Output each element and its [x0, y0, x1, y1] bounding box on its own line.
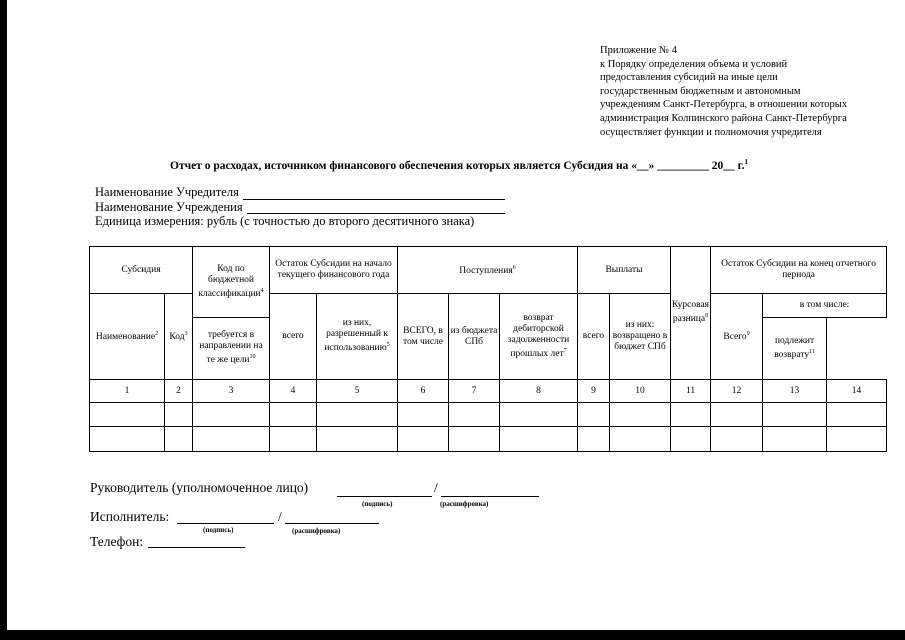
column-number: 10: [610, 380, 671, 403]
founder-label: Наименование Учредителя: [95, 185, 239, 199]
table-cell[interactable]: [270, 427, 317, 452]
table-row[interactable]: [90, 427, 887, 452]
unit-row: [95, 214, 505, 229]
header-end-balance: Остаток Субсидии на конец отчетного периода: [711, 247, 887, 294]
footnote-mark: 3: [184, 331, 188, 338]
founder-field[interactable]: [243, 188, 505, 200]
header-payments-total: всего: [578, 294, 610, 380]
table-cell[interactable]: [449, 427, 500, 452]
footnote-mark: 11: [809, 348, 815, 355]
table-cell[interactable]: [763, 427, 827, 452]
table-cell[interactable]: [270, 403, 317, 427]
column-number: 9: [578, 380, 610, 403]
footnote-mark: 5: [386, 342, 390, 349]
header-payments-returned: из них: возвращено в бюджет СПб: [610, 294, 671, 380]
footnote-mark: 8: [705, 313, 709, 320]
table-cell[interactable]: [90, 403, 165, 427]
header-receipts: [398, 247, 578, 294]
appendix-line: предоставления субсидий на иные цели: [600, 72, 778, 84]
phone-label: Телефон:: [90, 534, 144, 549]
appendix-line: к Порядку определения объема и условий: [600, 58, 788, 70]
header-start-total: всего: [270, 294, 317, 380]
table-row[interactable]: [90, 403, 887, 427]
column-number: 7: [449, 380, 500, 403]
head-signature-line[interactable]: [337, 496, 432, 497]
column-number: 12: [711, 380, 763, 403]
table-cell[interactable]: [671, 427, 711, 452]
footnote-mark: 4: [260, 287, 264, 294]
table-cell[interactable]: [610, 427, 671, 452]
header-name: [90, 294, 165, 380]
table-cell[interactable]: [500, 427, 578, 452]
appendix-line: администрация Колпинского района Санкт-Петербурга: [600, 112, 847, 124]
table-header-row: [90, 247, 887, 294]
table-cell[interactable]: [671, 403, 711, 427]
header-including: в том числе:: [763, 294, 887, 318]
header-code: [165, 294, 193, 380]
header-start-allowed-text: из них, разрешенный к использованию: [324, 318, 388, 354]
table-cell[interactable]: [763, 403, 827, 427]
header-payments: Выплаты: [578, 247, 671, 294]
header-start-allowed: [317, 294, 398, 380]
footnote-mark: 7: [563, 347, 567, 354]
table-cell[interactable]: [398, 427, 449, 452]
header-end-total-text: Всего: [723, 332, 747, 343]
column-number: 14: [827, 380, 887, 403]
header-end-required: [193, 318, 270, 380]
footnote-mark: 1: [744, 158, 748, 166]
table-cell[interactable]: [578, 427, 610, 452]
unit-text: Единица измерения: рубль (с точностью до второго десятичного знака): [95, 214, 475, 228]
report-title-text: Отчет о расходах, источником финансового обеспечения которых является Субсидия на «__» _________ 20__ г.: [170, 159, 745, 172]
institution-label: Наименование Учреждения: [95, 199, 243, 214]
column-number: 4: [270, 380, 317, 403]
phone-line[interactable]: [148, 547, 245, 548]
table-cell[interactable]: [317, 403, 398, 427]
founder-row: [95, 185, 505, 200]
table-cell[interactable]: [165, 403, 193, 427]
slash-separator: /: [278, 509, 282, 524]
header-subsidy: Субсидия: [90, 247, 193, 294]
column-number: 6: [398, 380, 449, 403]
decoding-caption: (расшифровка): [292, 527, 341, 535]
table-cell[interactable]: [398, 403, 449, 427]
column-number: 13: [763, 380, 827, 403]
header-end-total: [711, 294, 763, 380]
header-code-text: Код: [169, 332, 185, 343]
table-cell[interactable]: [711, 403, 763, 427]
report-table: [89, 246, 887, 452]
executor-signature-line[interactable]: [177, 523, 274, 524]
table-cell[interactable]: [827, 427, 887, 452]
header-end-required-text: требуется в направлении на те же цели: [199, 330, 263, 366]
header-receipts-budget: из бюджета СПб: [449, 294, 500, 380]
header-classification-code: [193, 247, 270, 318]
head-decoding-line[interactable]: [441, 496, 539, 497]
header-end-return-text: подлежит возврату: [774, 335, 815, 361]
head-label: Руководитель (уполномоченное лицо): [90, 480, 309, 495]
column-number: 11: [671, 380, 711, 403]
header-receipts-return: [500, 294, 578, 380]
column-number: 5: [317, 380, 398, 403]
appendix-line: учреждениям Санкт-Петербурга, в отношении которых: [600, 99, 848, 111]
footnote-mark: 10: [249, 354, 256, 361]
column-number: 3: [193, 380, 270, 403]
executor-label: Исполнитель:: [90, 509, 170, 524]
signature-caption: (подпись): [362, 500, 393, 508]
scan-bottom-border: [0, 630, 905, 640]
table-cell[interactable]: [827, 403, 887, 427]
appendix-line: государственным бюджетным и автономным: [600, 85, 801, 97]
table-cell[interactable]: [449, 403, 500, 427]
header-exchange-difference: [671, 247, 711, 380]
header-classification-code-text: Код по бюджетной классификации: [198, 263, 261, 300]
table-cell[interactable]: [500, 403, 578, 427]
decoding-caption: (расшифровка): [440, 500, 489, 508]
report-title: [170, 158, 748, 172]
institution-field[interactable]: [247, 202, 505, 214]
footnote-mark: 2: [155, 331, 159, 338]
institution-row: [95, 200, 505, 215]
table-cell[interactable]: [711, 427, 763, 452]
column-number: 1: [90, 380, 165, 403]
header-name-text: Наименование: [95, 332, 156, 343]
header-end-return: [763, 318, 827, 380]
table-cell[interactable]: [193, 427, 270, 452]
header-receipts-text: Поступления: [459, 266, 513, 277]
column-number: 8: [500, 380, 578, 403]
header-exchange-difference-text: Курсовая разница: [672, 300, 710, 325]
appendix-line: Приложение № 4: [600, 45, 677, 56]
footnote-mark: 9: [746, 331, 750, 338]
table-cell[interactable]: [165, 427, 193, 452]
table-cell[interactable]: [90, 427, 165, 452]
signature-caption: (подпись): [203, 526, 234, 534]
scan-left-border: [0, 0, 7, 640]
appendix-note: [600, 44, 890, 139]
header-receipts-return-text: возврат дебиторской задолженности прошлых лет: [507, 312, 570, 360]
column-number: 2: [165, 380, 193, 403]
table-cell[interactable]: [193, 403, 270, 427]
header-receipts-total: ВСЕГО, в том числе: [398, 294, 449, 380]
executor-decoding-line[interactable]: [285, 523, 379, 524]
appendix-line: осуществляет функции и полномочия учредителя: [600, 126, 822, 138]
header-start-balance: Остаток Субсидии на начало текущего финансового года: [270, 247, 398, 294]
table-cell[interactable]: [578, 403, 610, 427]
table-cell[interactable]: [610, 403, 671, 427]
column-number-row: [90, 380, 887, 403]
table-cell[interactable]: [317, 427, 398, 452]
footnote-mark: 6: [512, 264, 516, 271]
slash-separator: /: [434, 480, 438, 495]
report-info: [95, 185, 505, 229]
